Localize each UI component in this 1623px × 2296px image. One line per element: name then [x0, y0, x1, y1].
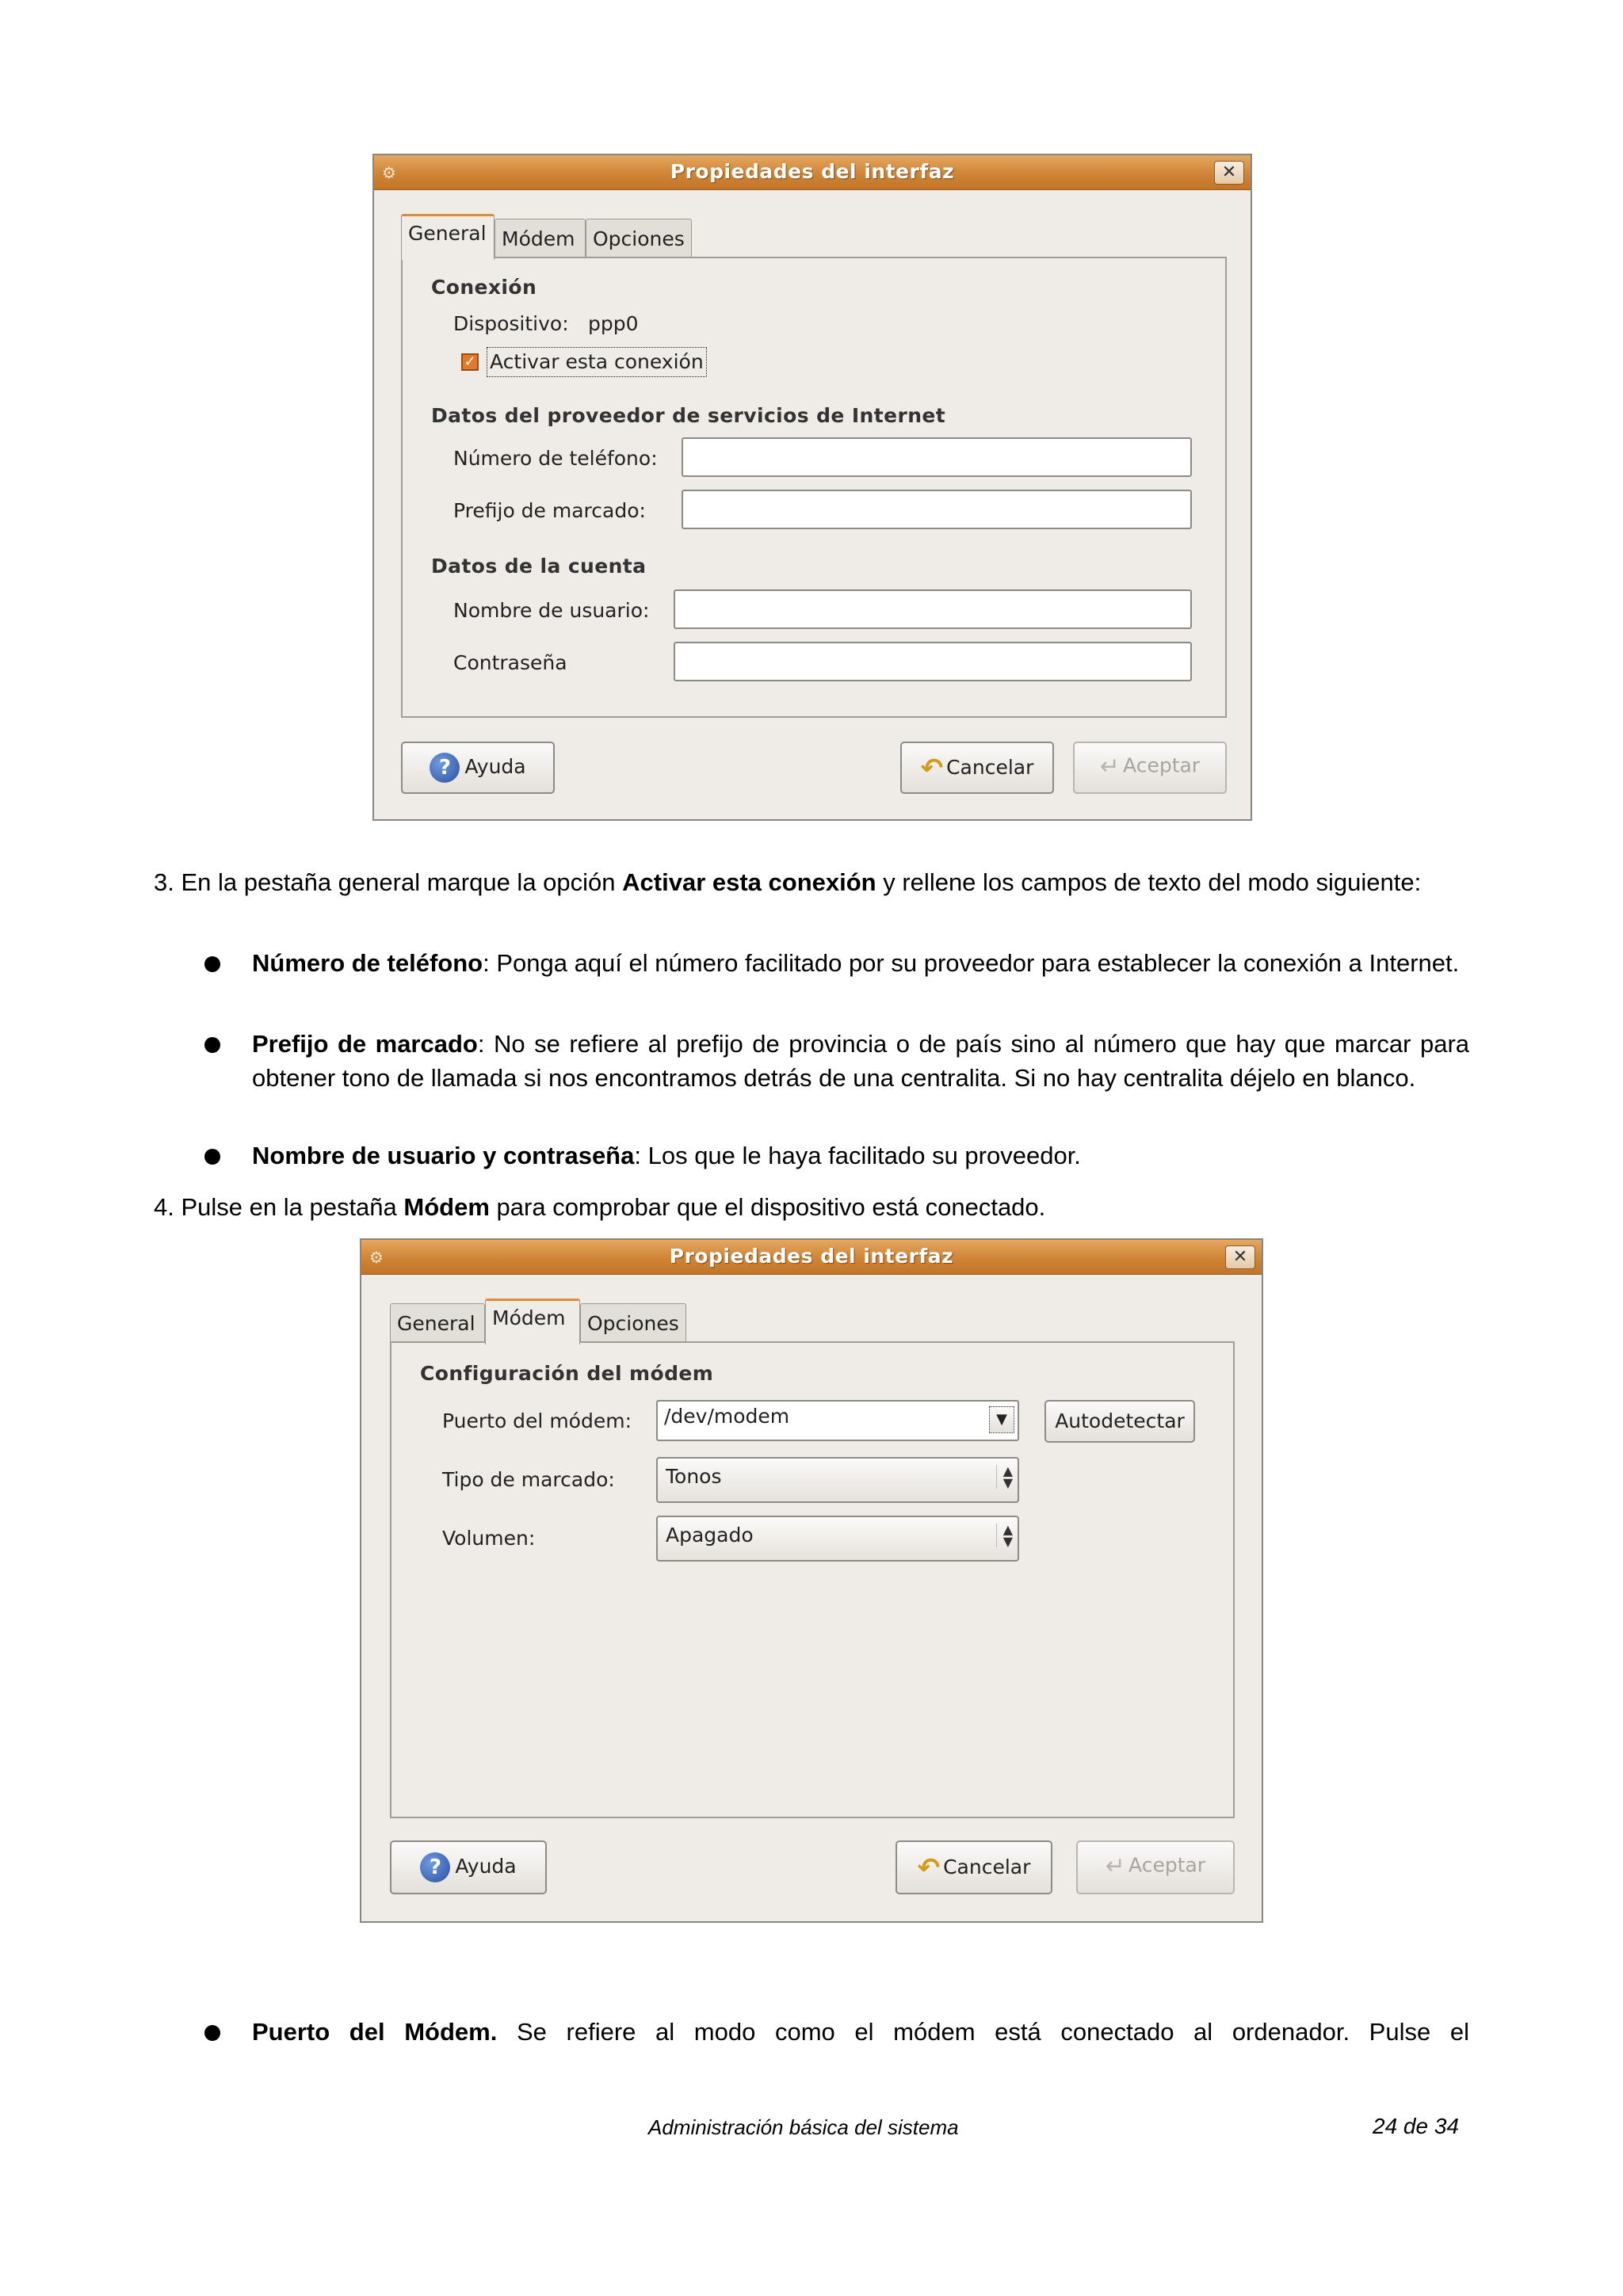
tab-general[interactable]: General — [390, 1303, 485, 1344]
cancel-button[interactable] — [896, 1840, 1052, 1894]
bullet-modem-port-text: Se refiere al modo como el módem está conectado al ordenador. Pulse el — [516, 2018, 1469, 2046]
tab-options[interactable]: Opciones — [586, 219, 692, 260]
bullet-modem-port-bold: Puerto del Módem. — [252, 2018, 498, 2046]
dial-type-label: Tipo de marcado: — [442, 1468, 615, 1491]
window-menu-icon[interactable]: ⚙ — [369, 1248, 384, 1267]
bullet-prefix-bold: Prefijo de marcado — [252, 1030, 478, 1058]
tab-panel-modem — [390, 1341, 1235, 1818]
device-value: ppp0 — [588, 312, 639, 335]
step3-paragraph — [154, 865, 1469, 899]
port-value: /dev/modem — [664, 1405, 790, 1428]
undo-icon: ↶ — [920, 753, 944, 784]
step3-text-b: y rellene los campos de texto del modo siguiente: — [883, 868, 1422, 896]
enter-icon: ↵ — [1099, 753, 1121, 780]
help-icon: ? — [420, 1852, 450, 1882]
enter-icon: ↵ — [1105, 1852, 1126, 1880]
bullet-phone — [252, 946, 1469, 980]
title-bar[interactable] — [361, 1240, 1262, 1275]
bullet-credentials-text: : Los que le haya facilitado su proveedor. — [634, 1142, 1081, 1169]
page-number: 24 de 34 — [1373, 2114, 1459, 2138]
tab-options[interactable]: Opciones — [580, 1303, 686, 1344]
help-icon: ? — [430, 753, 460, 783]
section-isp-heading: Datos del proveedor de servicios de Internet — [431, 404, 946, 427]
accept-button-label: Aceptar — [1123, 753, 1201, 777]
up-down-arrows-icon: ▲ ▼ — [996, 1465, 1013, 1489]
dial-type-select[interactable] — [656, 1457, 1019, 1503]
tab-modem[interactable]: Módem — [495, 219, 586, 260]
close-icon[interactable]: ✕ — [1225, 1245, 1255, 1269]
accept-button[interactable] — [1073, 742, 1227, 794]
help-button[interactable] — [390, 1840, 547, 1894]
username-label: Nombre de usuario: — [453, 599, 650, 622]
step4-paragraph — [154, 1190, 1469, 1224]
device-label: Dispositivo: — [453, 312, 569, 335]
cancel-button-label: Cancelar — [946, 756, 1034, 779]
section-modem-heading: Configuración del módem — [420, 1362, 714, 1385]
interface-properties-dialog-general — [372, 154, 1252, 821]
autodetect-button[interactable]: Autodetectar — [1044, 1400, 1195, 1443]
tab-modem[interactable]: Módem — [485, 1299, 580, 1344]
close-icon[interactable]: ✕ — [1214, 161, 1244, 185]
undo-icon: ↶ — [917, 1852, 941, 1884]
step4-text-a: 4. Pulse en la pestaña — [154, 1193, 397, 1221]
dial-type-value: Tonos — [666, 1465, 722, 1488]
port-label: Puerto del módem: — [442, 1409, 632, 1432]
phone-label: Número de teléfono: — [453, 447, 658, 470]
chevron-down-icon[interactable]: ▼ — [989, 1406, 1014, 1433]
bullet-credentials-bold: Nombre de usuario y contraseña — [252, 1142, 635, 1169]
volume-select[interactable] — [656, 1516, 1019, 1562]
section-account-heading: Datos de la cuenta — [431, 555, 647, 578]
window-title: Propiedades del interfaz — [670, 160, 955, 183]
username-field[interactable] — [674, 589, 1192, 629]
port-combo-entry[interactable] — [656, 1400, 1019, 1441]
tab-general[interactable]: General — [401, 214, 495, 260]
interface-properties-dialog-modem — [360, 1238, 1263, 1923]
step3-number: 3. — [154, 868, 174, 896]
title-bar[interactable] — [374, 155, 1251, 190]
up-down-arrows-icon: ▲ ▼ — [996, 1524, 1013, 1547]
volume-label: Volumen: — [442, 1527, 536, 1550]
cancel-button-label: Cancelar — [943, 1855, 1031, 1878]
password-label: Contraseña — [453, 651, 567, 674]
window-menu-icon[interactable]: ⚙ — [382, 163, 396, 182]
tab-panel-general — [401, 257, 1227, 718]
prefix-label: Prefijo de marcado: — [453, 499, 646, 522]
window-title: Propiedades del interfaz — [669, 1245, 954, 1268]
bullet-dot — [204, 1149, 220, 1165]
activate-connection-checkbox[interactable]: ✓ — [461, 353, 479, 371]
bullet-dot — [204, 2025, 220, 2041]
bullet-dot — [204, 1037, 220, 1053]
volume-value: Apagado — [666, 1524, 754, 1547]
step4-bold: Módem — [403, 1193, 490, 1221]
accept-button-label: Aceptar — [1128, 1853, 1206, 1877]
prefix-field[interactable] — [682, 490, 1192, 529]
phone-field[interactable] — [682, 437, 1192, 477]
help-button-label: Ayuda — [464, 755, 526, 778]
footer-title: Administración básica del sistema — [648, 2115, 959, 2139]
bullet-dot — [204, 956, 220, 972]
step3-text-a: En la pestaña general marque la opción — [181, 868, 616, 896]
bullet-credentials — [252, 1138, 1469, 1173]
password-field[interactable] — [674, 642, 1192, 681]
bullet-prefix — [252, 1027, 1469, 1095]
cancel-button[interactable] — [900, 742, 1054, 794]
bullet-prefix-text: : No se refiere al prefijo de provincia o de país sino al número que hay que marcar para obtener tono de llamada si nos encontramos detrás de una centralita. Si no hay centralita déjelo en blanco. — [252, 1030, 1470, 1092]
bullet-phone-text: : Ponga aquí el número facilitado por su proveedor para establecer la conexión a Internet. — [483, 949, 1460, 977]
section-connection-heading: Conexión — [431, 276, 537, 299]
accept-button[interactable] — [1076, 1840, 1235, 1894]
help-button-label: Ayuda — [455, 1855, 517, 1878]
bullet-modem-port — [252, 2015, 1469, 2049]
activate-connection-label[interactable]: Activar esta conexión — [490, 350, 704, 373]
step3-bold: Activar esta conexión — [622, 868, 876, 896]
help-button[interactable] — [401, 742, 555, 794]
bullet-phone-bold: Número de teléfono — [252, 949, 483, 977]
step4-text-b: para comprobar que el dispositivo está conectado. — [496, 1193, 1046, 1221]
